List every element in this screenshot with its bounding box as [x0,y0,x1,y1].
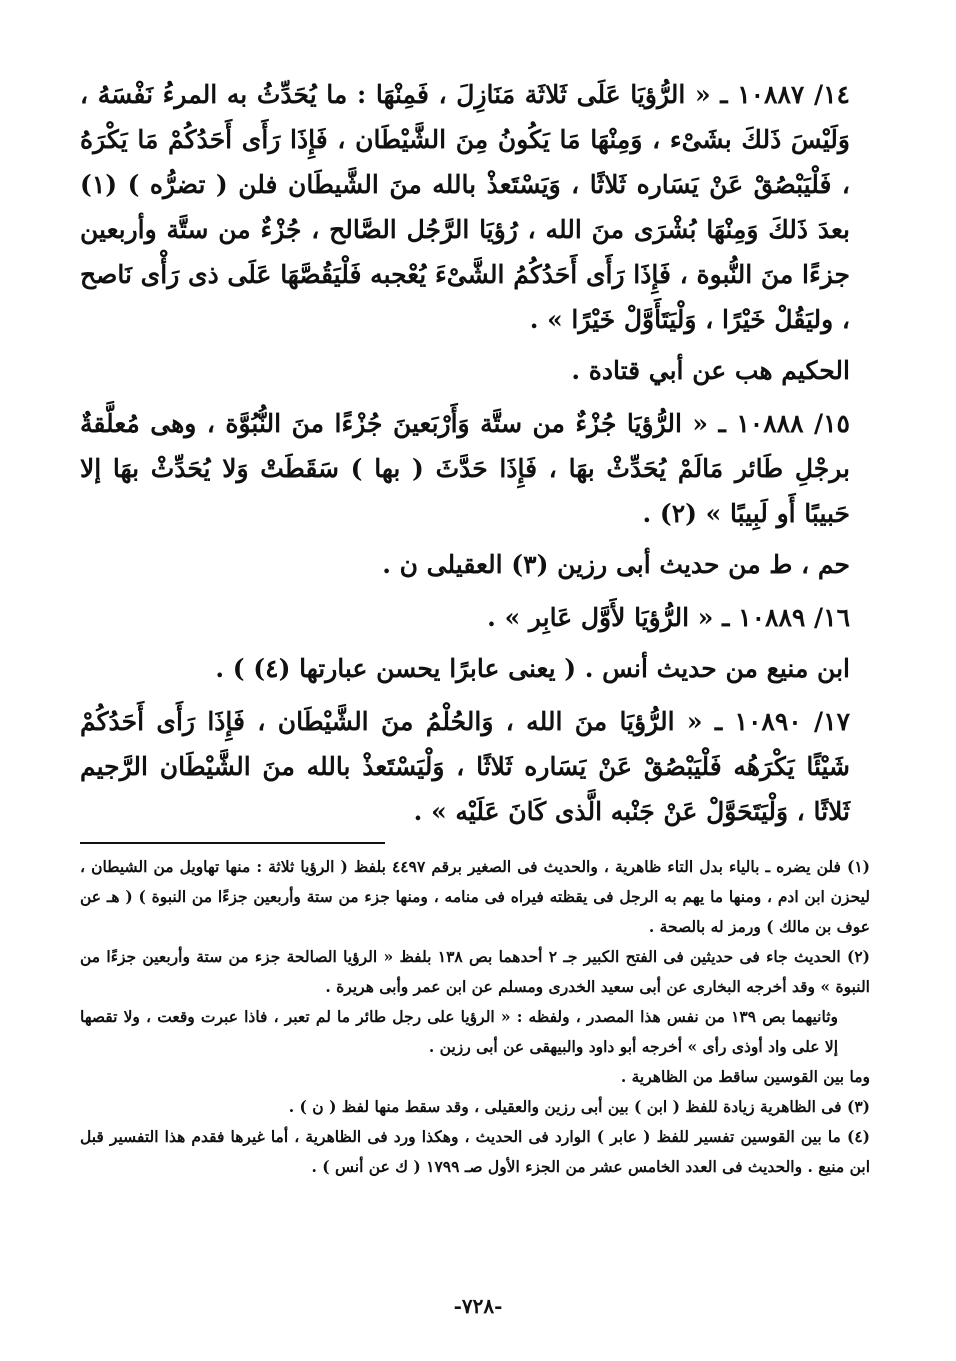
source-line-3: ابن منيع من حديث أنس . ( يعنى عابرًا يحسن عبارتها (٤) ) . [215,654,850,683]
hadith-10889: ١٦/ ١٠٨٨٩ ـ « الرُّؤيَا لأَوَّل عَابِر » . [487,603,850,632]
source-line-1: الحكيم هب عن أبي قتادة . [571,356,850,385]
hadith-10887: ١٤/ ١٠٨٨٧ ـ « الرُّؤيَا عَلَى ثَلاثَة مَنَازِلَ ، فَمِنْهَا : ما يُحَدِّثُ به المرءُ نَفْسَهُ ، وَلَيْسَ ذَلكَ بشَىْء ، وَمِنْهَا مَا يَكُونُ مِنَ الشَّيْطَان ، فَإِذَا رَأَى أَحَدُكُمْ مَا يَكْرَهُ ، فَلْيَبْصُقْ عَنْ يَسَاره ثَلاثًا ، وَيَسْتَعذْ بالله منَ الشَّيطَان فلن ( تضرُّه ) (١) بعدَ ذَلكَ وَمِنْهَا بُشْرَى منَ الله ، رُؤيَا الرَّجُل الصَّالح ، جُزْءٌ من ستَّة وأربعين جزءًا منَ النُّبوة ، فَإِذَا رَأَى أَحَدُكُمُ الشَّىْءَ يُعْجبه فَلْيَقُصَّهَا عَلَى ذى رَأْى نَاصح ، وليَقُلْ خَيْرًا ، وَلْيَتَأَوَّلْ خَيْرًا » . [80,80,850,334]
footnote-4: (٤) ما بين القوسين تفسير للفظ ( عابر ) الوارد فى الحديث ، وهكذا ورد فى الظاهرية ، أما غيرها فقدم هذا التفسير قبل ابن منيع . والحديث فى العدد الخامس عشر من الجزء الأول صـ ١٧٩٩ ( ك عن أنس ) . [80,1127,870,1176]
footnote-2-note: وما بين القوسين ساقط من الظاهرية . [620,1067,870,1086]
page-number: -٧٢٨- [453,1294,503,1318]
main-text [80,72,870,834]
source-line-2: حم ، ط من حديث أبى رزين (٣) العقيلى ن . [382,550,850,579]
hadith-10888: ١٥/ ١٠٨٨٨ ـ « الرُّؤيَا جُزْءٌ من ستَّة وَأَرْبَعينَ جُزْءًا منَ النُّبُوَّة ، وهى مُعلَّقةٌ برجْلِ طَائر مَالَمْ يُحَدِّثْ بهَا ، فَإِذَا حَدَّثَ ( بها ) سَقَطَتْ وَلا يُحَدِّثْ بهَا إلا حَبيبًا أَو لَبِيبًا » (٢) . [80,409,850,528]
footnote-1: (١) فلن يضره ـ بالياء بدل التاء ظاهرية ، والحديث فى الصغير برقم ٤٤٩٧ بلفظ ( الرؤيا ثلاثة : منها تهاويل من الشيطان ، ليحزن ابن ادم ، ومنها ما يهم به الرجل فى يقظته فيراه فى منامه ، ومنها جزء من ستة وأربعين جزءًا من النبوة ) ( هـ عن عوف بن مالك ) ورمز له بالصحة . [80,857,870,936]
footnote-2-continuation: وثانيهما بص ١٣٩ من نفس هذا المصدر ، ولفظه : « الرؤيا على رجل طائر ما لم تعبر ، فاذا عبرت وقعت ، ولا تقصها إلا على واد أوذى رأى » أخرجه أبو داود والبيهقى عن أبى رزين . [80,1007,839,1056]
footnote-2: (٢) الحديث جاء فى حديثين فى الفتح الكبير جـ ٢ أحدهما بص ١٣٨ بلفظ « الرؤيا الصالحة جزء من ستة وأربعين جزءًا من النبوة » وقد أخرجه البخارى عن أبى سعيد الخدرى ومسلم عن ابن عمر وأبى هريرة . [80,947,870,996]
footnote-divider [80,842,385,844]
footnote-3: (٣) فى الظاهرية زيادة للفظ ( ابن ) بين أبى رزين والعقيلى ، وقد سقط منها لفظ ( ن ) . [288,1097,870,1116]
hadith-10890: ١٧/ ١٠٨٩٠ ـ « الرُّؤيَا منَ الله ، وَالحُلْمُ منَ الشَّيْطَان ، فَإِذَا رَأَى أَحَدُكُمْ شَيْئًا يَكْرَهُه فَلْيَبْصُقْ عَنْ يَسَاره ثَلاثًا ، وَلْيَسْتَعذْ بالله منَ الشَّيْطَان الرَّجيم ثَلاثًا ، وَلْيَتَحَوَّلْ عَنْ جَنْبه الَّذى كَانَ عَلَيْه » . [80,707,851,826]
page-content [80,72,870,840]
footnotes [80,852,870,1182]
